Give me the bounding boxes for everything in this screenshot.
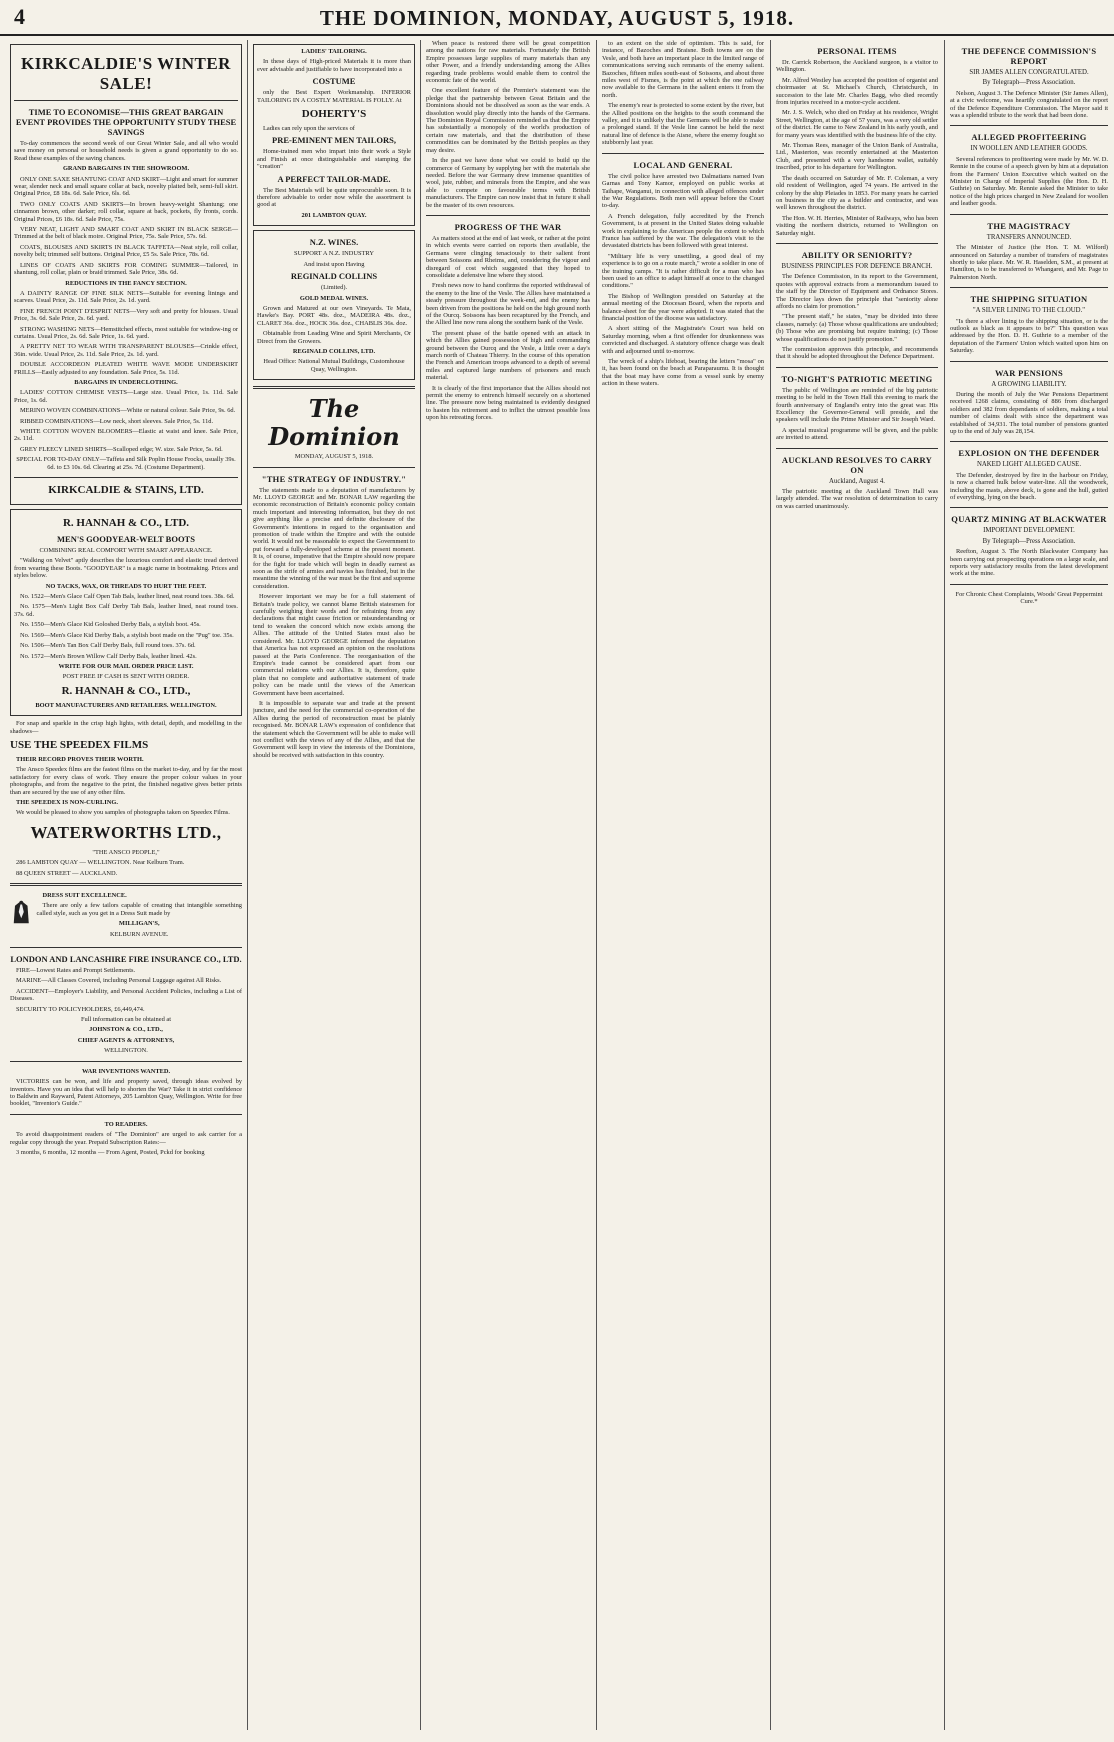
personal-paragraph: Dr. Carrick Robertson, the Auckland surgeon, is a visitor to Wellington.: [776, 59, 938, 74]
hannah-trade: BOOT MANUFACTURERS AND RETAILERS. WELLINGTON.: [35, 701, 217, 709]
hannah-item: No. 1522—Men's Glace Calf Open Tab Bals, leather lined, neat round toes. 38s. 6d.: [20, 593, 235, 601]
kirkcaldie-item: LINES OF COATS AND SKIRTS FOR COMING SUMMER—Tailored, in shantung, roll collar, plain or braid trimmed. Sale Price, 38s. 6d.: [14, 261, 238, 277]
hannah-item: No. 1506—Men's Tan Box Calf Derby Bals, full round toes. 37s. 6d.: [20, 642, 196, 650]
waterworths-tagline: "THE ANSCO PEOPLE,": [92, 848, 160, 856]
hannah-ad: [10, 509, 242, 716]
war-inventions-headline: WAR INVENTIONS WANTED.: [81, 1067, 171, 1075]
pensions-heading: WAR PENSIONS: [994, 367, 1064, 378]
lancashire-item: SECURITY TO POLICYHOLDERS, £6,449,474.: [16, 1005, 145, 1013]
local-paragraph: The wreck of a ship's lifeboat, bearing the letters "mosa" on it, has been found on the beach at Paraparaumu. It is thought that the boat may have come from a vessel sunk by enemy action in these waters.: [602, 358, 764, 388]
dress-suit-icon: [10, 892, 33, 932]
pre-eminent-body: Home-trained men who impart into their work a Style and Finish at once distinguishable and stamping the "creation": [257, 148, 411, 171]
kirkcaldie-item: WHITE COTTON WOVEN BLOOMERS—Elastic at waist and knee. Sale Price, 2s. 11d.: [14, 428, 238, 443]
kirkcaldie-item: RIBBED COMBINATIONS—Low neck, short sleeves. Sale Price, 5s. 11d.: [20, 417, 214, 425]
nz-support: SUPPORT A N.Z. INDUSTRY: [294, 250, 374, 258]
lancashire-agent-2: CHIEF AGENTS & ATTORNEYS,: [77, 1036, 175, 1044]
nz-insist: And insist upon Having: [303, 260, 365, 268]
masthead: [0, 0, 1114, 36]
kirkcaldie-intro: To-day commences the second week of our Great Winter Sale, and all who would save money on personal or household needs is given a grand opportunity to do so. Read these examples of the saving chances.: [14, 140, 238, 162]
collins-signature: REGINALD COLLINS, LTD.: [292, 347, 376, 355]
magistracy-body: The Minister of Justice (the Hon. T. M. Wilford) announced on Saturday a number of transfers of magistrates shortly to take place. Mr. W. R. Haselden, S.M., at present at Hamilton, is to be transferred to Whangarei, and Mr. Page to Palmerston North.: [950, 244, 1108, 281]
perfect-tailor-body: The Best Materials will be quite unprocurable soon. It is therefore advisable to order now while the assortment is good at: [257, 186, 411, 209]
lancashire-item: FIRE—Lowest Rates and Prompt Settlements.: [16, 967, 136, 975]
hannah-subheadline: MEN'S GOODYEAR-WELT BOOTS: [57, 534, 195, 545]
costume-body: only the Best Expert Workmanship. INFERIOR TAILORING IN A COSTLY MATERIAL IS FOLLY. At: [257, 89, 411, 104]
hannah-post: POST FREE IF CASH IS SENT WITH ORDER.: [62, 673, 190, 681]
leader-paragraph: It is impossible to separate war and trade at the present juncture, and the need for the commercial co-operation of the Allies during the period of reconstruction must be plainly recognised. Mr. BONAR LAW's expression of confidence that the statement which the Government will be able to make will not conflict with the views of any of the Allies, and that the Government will keep in view the interests of the Dominions, should be received with satisfaction in this country.: [253, 699, 415, 759]
progress-heading: PROGRESS OF THE WAR: [454, 221, 562, 232]
column-local: [602, 40, 764, 1730]
ladies-tailoring-body: In these days of High-priced Materials it is more than ever advisable and justifiable to have incorporated into a: [257, 58, 411, 73]
auckland-dateline: Auckland, August 4.: [829, 477, 885, 485]
pensions-body: During the month of July the War Pensions Department received 1268 claims, consisting of 886 from discharged soldiers and 382 from dependants of soldiers, making a total number of claims dealt with since the department was established of 34,931. The total number of pensions granted up to the end of July was 28,154.: [950, 390, 1108, 435]
costume-heading: COSTUME: [312, 76, 356, 87]
kirkcaldie-item: MERINO WOVEN COMBINATIONS—White or natural colour. Sale Price, 9s. 6d.: [20, 407, 236, 415]
quartz-body: Reefton, August 3. The North Blackwater Company has been carrying out prospecting operations on a large scale, and reports very satisfactory results from the latest development work at the mine.: [950, 548, 1108, 578]
readers-rates: 3 months, 6 months, 12 months — From Agent, Posted, Pckd for booking: [16, 1148, 205, 1156]
collins-ltd: (Limited).: [320, 284, 348, 292]
leader-paragraph: However important we may be for a full statement of Britain's trade policy, we cannot blame British statesmen for carefully weighing their words and for refraining from any declarations that might cause friction or misunderstanding or tend to weaken the concord which now exists among the Allies. The attitude of the United States must also be considered. Mr. LLOYD GEORGE informed the deputation that America has not expressed an opinion on the resolutions passed at the Paris Conference. The reorganisation of the Empire's trade cannot be considered apart from our commercial relations with our Allies. It is, therefore, quite plain that no complete and authoritative statement of trade policy can be made until the views of the American Government have been ascertained.: [253, 593, 415, 697]
auckland-heading: AUCKLAND RESOLVES TO CARRY ON: [781, 454, 933, 475]
shipping-body: "Is there a silver lining to the shipping situation, or is the outlook as black as it appears to be?" This question was addressed by the Hon. D. H. Guthrie to a member of the deputation of the Farmers' Union which waited upon him on Saturday.: [950, 317, 1108, 355]
kirkcaldie-item: COATS, BLOUSES AND SKIRTS IN BLACK TAFFETA—Neat style, roll collar, novelty belt; trimmed self buttons. Original Price, £5 5s. Sale Price, 78s. 6d.: [14, 243, 238, 259]
kirkcaldie-under-head: BARGAINS IN UNDERCLOTHING.: [74, 378, 178, 386]
local-paragraph: "Military life is very unsettling, a good deal of my experience is to go on a route march," wrote a soldier in one of the training camps. "It is rather difficult for a man who has been used to an office to adapt himself at once to the changed conditions.": [602, 252, 764, 290]
speedex-headline: USE THE SPEEDEX FILMS: [10, 738, 149, 751]
kirkcaldie-subheadline: TIME TO ECONOMISE—THIS GREAT BARGAIN EVENT PROVIDES THE OPPORTUNITY STUDY THESE SAVINGS: [15, 107, 237, 137]
lancashire-headline: LONDON AND LANCASHIRE FIRE INSURANCE CO., LTD.: [10, 954, 242, 965]
personal-heading: PERSONAL ITEMS: [817, 46, 897, 56]
hannah-write: WRITE FOR OUR MAIL ORDER PRICE LIST.: [58, 662, 194, 670]
local-paragraph: A short sitting of the Magistrate's Court was held on Saturday morning, when a first offender for drunkenness was convicted and discharged. A statutory offence charge was dealt with and adjourned until to-morrow.: [602, 325, 764, 355]
lancashire-agent: JOHNSTON & CO., LTD.,: [89, 1026, 163, 1034]
speedex-curl: THE SPEEDEX IS NON-CURLING.: [16, 798, 118, 806]
tailoring-ad: [253, 44, 415, 226]
kirkcaldie-item: FINE FRENCH POINT D'ESPRIT NETS—Very soft and pretty for blouses. Usual Price, 3s. 6d. Sale Price, 2s. 6d. yard.: [14, 307, 238, 323]
column-war-progress: [426, 40, 590, 1730]
local-paragraph: A French delegation, fully accredited by the French Government, is at present in the United States doing valuable work in explaining to the American people the extent to which France has suffered by the war. The delegation's visit to the devastated districts has been followed with great interest.: [602, 212, 764, 250]
milligan-name: MILLIGAN'S,: [118, 920, 160, 928]
lancashire-item: MARINE—All Classes Covered, including Personal Luggage against All Risks.: [16, 977, 222, 985]
war-continued: to an extent on the side of optimism. This is said, for instance, of Bazoches and Braisne. Both towns are on the Vesle, and both have an important place in the limited range of communications serving such remnants of the enemy salient. Bazoches, fifteen miles south-east of Soissons, and about three miles west of Fismes, is the point at which the one railway now available to the Germans in the salient enters it from the north.: [602, 40, 764, 99]
kirkcaldie-special: SPECIAL FOR TO-DAY ONLY—Taffeta and Silk Poplin House Frocks, usually 39s. 6d. to £3 10s. 6d. Clearing at 25s. 7d. (Costume Department).: [16, 456, 236, 471]
auckland-body: The patriotic meeting at the Auckland Town Hall was largely attended. The war resolution of determination to carry on was carried unanimously.: [776, 488, 938, 510]
ability-heading: ABILITY OR SENIORITY?: [801, 249, 913, 260]
kirkcaldie-item: ONLY ONE SAXE SHANTUNG COAT AND SKIRT—Light and smart for summer wear, slender neck and small square collar at back, novelty plaited belt, semi-full skirt. Original Price, £8 18s. 6d. Sale Price, 6ls. 6d.: [14, 175, 238, 198]
waterworths-headline: WATERWORTHS LTD.,: [30, 822, 222, 842]
column-news: [950, 40, 1108, 1730]
defence-heading: THE DEFENCE COMMISSION'S REPORT: [961, 46, 1097, 66]
leader-continued: One excellent feature of the Premier's statement was the pledge that the partnership between Great Britain and the Dominions should not be dissolved as soon as the war ends. A dissolution would play directly into the hands of the Germans. The Dominion Royal Commission reminded us that the Empire has substantially a monopoly of the world's production of certain raw materials, and that the distribution of these commodities can be dominated by the British peoples as they may desire.: [426, 87, 590, 154]
kirkcaldie-ad: [10, 44, 242, 505]
collins-name: REGINALD COLLINS: [290, 271, 378, 282]
kirkcaldie-item: STRONG WASHING NETS—Hemstitched effects, most suitable for window-ing or curtains. Usual Price, 2s. 6d. Sale Price, 1s. 6d. yard.: [14, 325, 238, 340]
kirkcaldie-item: DOUBLE ACCORDEON PLEATED WHITE WAVE MODE UNDERSKIRT FRILLS—Easily adjusted to any foundation. Sale Price, 5s. 11d.: [14, 361, 238, 376]
hannah-item: No. 1569—Men's Glace Kid Derby Bals, a stylish boot made on the "Pug" toe. 35s.: [20, 631, 234, 639]
leader-continued: In the past we have done what we could to build up the commerce of Germany by supplying her with the materials she needed. Before the war Germany drew immense quantities of wool, jute, rubber, and minerals from the Empire, and she was able to compete on favourable terms with British manufacturers. The Empire can now insist that in future it shall be the master of its own resources.: [426, 157, 590, 209]
page-number: 4: [14, 4, 25, 29]
magistracy-heading: THE MAGISTRACY: [987, 220, 1071, 231]
lancashire-item: ACCIDENT—Employer's Liability, and Personal Accident Policies, including a List of Diseases.: [10, 987, 242, 1003]
leader-heading: "THE STRATEGY OF INDUSTRY.": [261, 473, 407, 484]
ability-subheading: BUSINESS PRINCIPLES FOR DEFENCE BRANCH.: [781, 262, 933, 270]
readers-body: To avoid disappointment readers of "The Dominion" are urged to ask carrier for a regular copy through the year. Prepaid Subscription Rates:—: [10, 1131, 242, 1146]
waterworths-address-1: 286 LAMBTON QUAY — WELLINGTON. Near Kelburn Tram.: [16, 859, 185, 867]
dress-suit-headline: DRESS SUIT EXCELLENCE.: [42, 892, 127, 899]
personal-paragraph: Mr. Alfred Westley has accepted the position of organist and choirmaster at St. Michael's Church, Christchurch, in succession to the late Mr. Charles Bagg, who died recently from injuries received in a motor-cycle accident.: [776, 76, 938, 107]
progress-paragraph: It is clearly of the first importance that the Allies should not permit the enemy to entrench himself securely on a shortened line. The pressure now being maintained is evidently designed to hasten his retirement and to inflict the utmost possible loss upon his retreating forces.: [426, 384, 590, 422]
kirkcaldie-item: GREY FLEECY LINED SHIRTS—Scalloped edge; W. size. Sale Price, 5s. 6d.: [20, 445, 223, 453]
kirkcaldie-signature: KIRKCALDIE & STAINS, LTD.: [48, 484, 204, 497]
quartz-subheading: IMPORTANT DEVELOPMENT.: [983, 527, 1075, 535]
dominion-title: The Dominion: [268, 394, 400, 452]
tonight-paragraph: A special musical programme will be given, and the public are invited to attend.: [776, 426, 938, 442]
magistracy-subheading: TRANSFERS ANNOUNCED.: [986, 233, 1072, 241]
hannah-note: NO TACKS, WAX, OR THREADS TO HURT THE FEET.: [45, 582, 207, 590]
war-inventions-body: VICTORIES can be won, and life and property saved, through ideas evolved by inventors. Have you an idea that will help to shorten the War? Take it in strict confidence to Baldwin and Rayward, Patent Attorneys, 205 Lambton Quay, Wellington. Write for free booklet, "Inventor's Guide.": [10, 1078, 242, 1108]
personal-paragraph: Mr. J. S. Welch, who died on Friday at his residence, Wright Street, Wellington, at the age of 57 years, was a very old settler of the district. He came to New Zealand in his early youth, and for many years was identified with the business life of the city.: [776, 109, 938, 139]
defence-body: Nelson, August 3. The Defence Minister (Sir James Allen), at a civic welcome, was heartily congratulated on the report of the Defence Expenditure Commission. The Mayor said it was a splendid tribute to the work that had been done.: [950, 89, 1108, 120]
newspaper-masthead-title: THE DOMINION, MONDAY, AUGUST 5, 1918.: [319, 6, 795, 30]
personal-paragraph: The Hon. W. H. Herries, Minister of Railways, who has been visiting the northern districts, returned to Wellington on Saturday night.: [776, 214, 938, 237]
doherty-body: Ladies can rely upon the services of: [263, 125, 355, 133]
personal-paragraph: The death occurred on Saturday of Mr. F. Coleman, a very old resident of Wellington, aged 74 years. He arrived in the colony by the ship Pleiades in 1853. For many years he carried on business in the city as a builder and contractor, and was well known throughout the district.: [776, 174, 938, 212]
dress-suit-body: There are only a few tailors capable of creating that intangible something called style, such as you get in a Dress Suit made by: [36, 902, 242, 917]
waterworths-address-2: 88 QUEEN STREET — AUCKLAND.: [16, 869, 118, 877]
column-personal: [776, 40, 938, 1730]
speedex-ad: [10, 720, 242, 877]
dress-suit-ad: [10, 892, 242, 941]
personal-paragraph: Mr. Thomas Rees, manager of the Union Bank of Australia, Ltd., Masterton, was recently entertained at the Masterton Club, and presented with a very handsome wallet, suitably inscribed, prior to his departure for Wellington.: [776, 142, 938, 172]
explosion-subheading: NAKED LIGHT ALLEGED CAUSE.: [976, 461, 1082, 469]
kirkcaldie-item: A PRETTY NET TO WEAR WITH TRANSPARENT BLOUSES—Crinkle effect, 36in. wide. Usual Price, 2s. 11d. Sale Price, 2s. 1d. yard.: [14, 343, 238, 358]
quartz-heading: QUARTZ MINING AT BLACKWATER: [951, 514, 1107, 525]
milligan-address: KELBURN AVENUE.: [110, 930, 169, 938]
readers-headline: TO READERS.: [104, 1120, 148, 1128]
doherty-address: 201 LAMBTON QUAY.: [301, 211, 367, 219]
lancashire-info: Full information can be obtained at: [81, 1016, 171, 1024]
lancashire-town: WELLINGTON.: [104, 1047, 148, 1055]
hannah-body: "Walking on Velvet" aptly describes the luxurious comfort and elastic tread derived from wearing these Boots. "GOODYEAR" is a magic name in bootmaking. Prices and styles below.: [14, 557, 238, 580]
tonight-paragraph: The public of Wellington are reminded of the big patriotic meeting to be held in the Town Hall this evening to mark the fourth anniversary of England's entry into the great war. His Excellency the Governor-General will preside, and the speakers will include the Prime Minister and Sir Joseph Ward.: [776, 386, 938, 424]
ability-paragraph: "The present staff," he states, "may be divided into three classes, namely: (a) Those whose qualifications are undoubted; (b) Those who are promising but require training; (c) Those whose qualifications do not justify promotion.": [776, 313, 938, 343]
speedex-show: We would be pleased to show you samples of photographs taken on Speedex Films.: [16, 809, 230, 817]
kirkcaldie-item: LADIES' COTTON CHEMISE VESTS—Large size. Usual Price, 1s. 11d. Sale Price, 1s. 6d.: [14, 389, 238, 404]
perfect-tailor-heading: A PERFECT TAILOR-MADE.: [277, 173, 391, 184]
pensions-subheading: A GROWING LIABILITY.: [991, 380, 1067, 388]
dominion-date: MONDAY, AUGUST 5, 1918.: [294, 453, 374, 461]
kirkcaldie-item: VERY NEAT, LIGHT AND SMART COAT AND SKIRT IN BLACK SERGE—Trimmed at the belt of black moire. Original Price, 75s. Sale Price, 57s. 6d.: [14, 226, 238, 241]
ability-paragraph: The Defence Commission, in its report to the Government, quotes with approval extracts from a memorandum issued to the staff by the Director of Equipment and Ordnance Stores. The Director lays down the principle that "seniority alone affords no claim for promotion.": [776, 273, 938, 310]
explosion-body: The Defender, destroyed by fire in the harbour on Friday, is now a charred hulk below water-line. All the woodwork, including the masts, above deck, is gone and the hull, gutted of everything, lying on the beach.: [950, 471, 1108, 502]
kirkcaldie-showroom-head: GRAND BARGAINS IN THE SHOWROOM.: [62, 165, 190, 173]
ability-paragraph: The commission approves this principle, and recommends that it should be adopted throughout the Defence Department.: [776, 346, 938, 361]
hannah-signature: R. HANNAH & CO., LTD.,: [61, 684, 191, 697]
collins-office: Head Office: National Mutual Buildings, Customhouse Quay, Wellington.: [263, 358, 405, 373]
progress-paragraph: As matters stood at the end of last week, or rather at the point in which events were carried on reports then available, the Germans were clinging tenaciously to their salient front between Soissons and Rheims, and, considering the vigour and disregard of cost which suggested that they hoped to consolidate a defensive line where they stood.: [426, 234, 590, 279]
hannah-headline: R. HANNAH & CO., LTD.: [62, 517, 190, 530]
hannah-item: No. 1550—Men's Glace Kid Goloshed Derby Bals, a stylish boot. 45s.: [20, 621, 201, 629]
wines-ad: [253, 230, 415, 380]
tonight-heading: TO-NIGHT'S PATRIOTIC MEETING: [781, 373, 933, 384]
wine-obtain: Obtainable from Leading Wine and Spirit Merchants, Or Direct from the Growers.: [257, 330, 411, 345]
shipping-subheading: "A SILVER LINING TO THE CLOUD.": [972, 307, 1086, 315]
profiteering-body: Several references to profiteering were made by Mr. W. D. Rennie in the course of a speech given by him at a deputation from the Farmers' Union Executive which waited on the Minister in Charge of Imperial Supplies (the Hon. D. H. Guthrie) on Saturday. Mr. Rennie asked the Minister to take notice of the high prices charged in New Zealand for woollen and leather goods.: [950, 155, 1108, 208]
explosion-heading: EXPLOSION ON THE DEFENDER: [958, 448, 1100, 459]
local-paragraph: The civil police have arrested two Dalmatians named Ivan Garnas and Tony Kamor, employed on public works at Taihape, Wanganui, in connection with alleged offences under the War Regulations. Both men will appear before the Court to-day.: [602, 172, 764, 210]
defence-subheading: SIR JAMES ALLEN CONGRATULATED.: [969, 69, 1089, 76]
local-paragraph: The Bishop of Wellington presided on Saturday at the annual meeting of the Diocesan Board, when the reports and balance-sheet for the year were adopted. It was stated that the financial position of the diocese was satisfactory.: [602, 292, 764, 322]
progress-paragraph: The present phase of the battle opened with an attack in which the Allies gained possession of high and commanding ground between the Ourcq and the Vesle, a little over a day's march north of Chateau Thierry. In the course of this operation the French and American troops advanced to a depth of several miles and captured large numbers of prisoners and much material.: [426, 329, 590, 382]
ladies-tailoring-headline: LADIES' TAILORING.: [301, 48, 367, 55]
kirkcaldie-headline: KIRKCALDIE'S WINTER SALE!: [21, 54, 231, 93]
lancashire-ad: [10, 954, 242, 1055]
war-continued: The enemy's rear is protected to some extent by the river, but the Allied positions on the heights to the south command the valley, and it is unlikely that the Germans will be able to make a prolonged stand. If the Vesle line cannot be held the next natural line of defence is the Aisne, where the enemy fought so stubbornly last year.: [602, 102, 764, 147]
local-heading: LOCAL AND GENERAL: [633, 159, 733, 170]
hannah-tagline: COMBINING REAL COMFORT WITH SMART APPEARANCE.: [39, 547, 213, 555]
speedex-body: The Ansco Speedex films are the fastest films on the market to-day, and by far the most satisfactory for every class of work. They ensure the proper colour values in your photographs, and from the negative to the print, the finished negative gives better prints than are secured by the use of any other film.: [10, 766, 242, 796]
profiteering-heading: ALLEGED PROFITEERING: [971, 132, 1087, 143]
pre-eminent-heading: PRE-EMINENT MEN TAILORS,: [272, 135, 396, 146]
speedex-intro: For snap and sparkle in the crisp high lights, with detail, depth, and modelling in the shadows—: [10, 720, 242, 735]
leader-paragraph: The statements made to a deputation of manufacturers by Mr. LLOYD GEORGE and Mr. BONAR LAW regarding the economic reconstruction of Britain's economic policy contain much important and interesting information, but they do not give anything like a precise and definite disclosure of the Government's intentions in regard to the organisation and promotion of trade within the Empire and with the outside world. It would not be reasonable to expect the Government to put forward a fully-developed scheme at the present moment. It is, of course, imperative that the Empire should now prepare for the fight for trade which will begin in deadly earnest as soon as the strife of armies and navies has finished, but in the meantime the winning of the war must be the first and supreme consideration.: [253, 486, 415, 590]
footer-advert: For Chronic Chest Complaints, Woods' Great Peppermint Cure.*: [955, 590, 1103, 606]
quartz-byline: By Telegraph—Press Association.: [982, 537, 1076, 545]
nz-wines-heading: N.Z. WINES.: [309, 237, 359, 248]
hannah-item: No. 1575—Men's Light Box Calf Derby Tab Bals, leather lined, neat round toes. 37s. 6d.: [14, 603, 238, 618]
gold-medal: GOLD MEDAL WINES.: [299, 294, 369, 302]
leader-continued: When peace is restored there will be great competition among the nations for raw materials. Fortunately the British Empire possesses large supplies of many materials than any other Power, and a friendly understanding among the Allies regarding trade problems would enable them to control the economic fate of the world.: [426, 40, 590, 85]
defence-byline: By Telegraph—Press Association.: [982, 79, 1076, 87]
wine-body: Grown and Matured at our own Vineyards. Te Mata, Hawke's Bay. PORT 48s. doz., MADEIRA 48s. doz., CLARET 36s. doz., HOCK 36s. doz., CHABLIS 36s. doz.: [257, 304, 411, 327]
hannah-item: No. 1572—Men's Brown Willow Calf Derby Bals, leather lined. 42s.: [20, 652, 197, 660]
column-editorial: [253, 40, 415, 1730]
kirkcaldie-fancy-head: REDUCTIONS IN THE FANCY SECTION.: [65, 279, 187, 287]
column-advertisements: [10, 40, 242, 1730]
kirkcaldie-item: A DAINTY RANGE OF FINE SILK NETS—Suitable for evening linings and scarves. Usual Price, 2s. 11d. Sale Price, 2s. 1d. yard.: [14, 289, 238, 305]
kirkcaldie-item: TWO ONLY COATS AND SKIRTS—In brown heavy-weight Shantung; one cinnamon brown, other darker; roll collar, square at back, pockets, fly fronts, cords. Original Prices, £6 18s. 6d. Sale Price, 75s.: [14, 200, 238, 223]
progress-paragraph: Fresh news now to hand confirms the reported withdrawal of the enemy to the line of the Vesle. The Allies have maintained a steady pressure throughout the week-end, and the enemy has been driven from the positions he held on the high ground north of the Ourcq. Soissons has been recaptured by the French, and the Allied line now runs along the southern bank of the Vesle.: [426, 282, 590, 327]
shipping-heading: THE SHIPPING SITUATION: [970, 294, 1088, 305]
profiteering-subheading: IN WOOLLEN AND LEATHER GOODS.: [970, 145, 1088, 153]
doherty-name: DOHERTY'S: [301, 108, 367, 121]
speedex-subheadline: THEIR RECORD PROVES THEIR WORTH.: [16, 755, 144, 763]
